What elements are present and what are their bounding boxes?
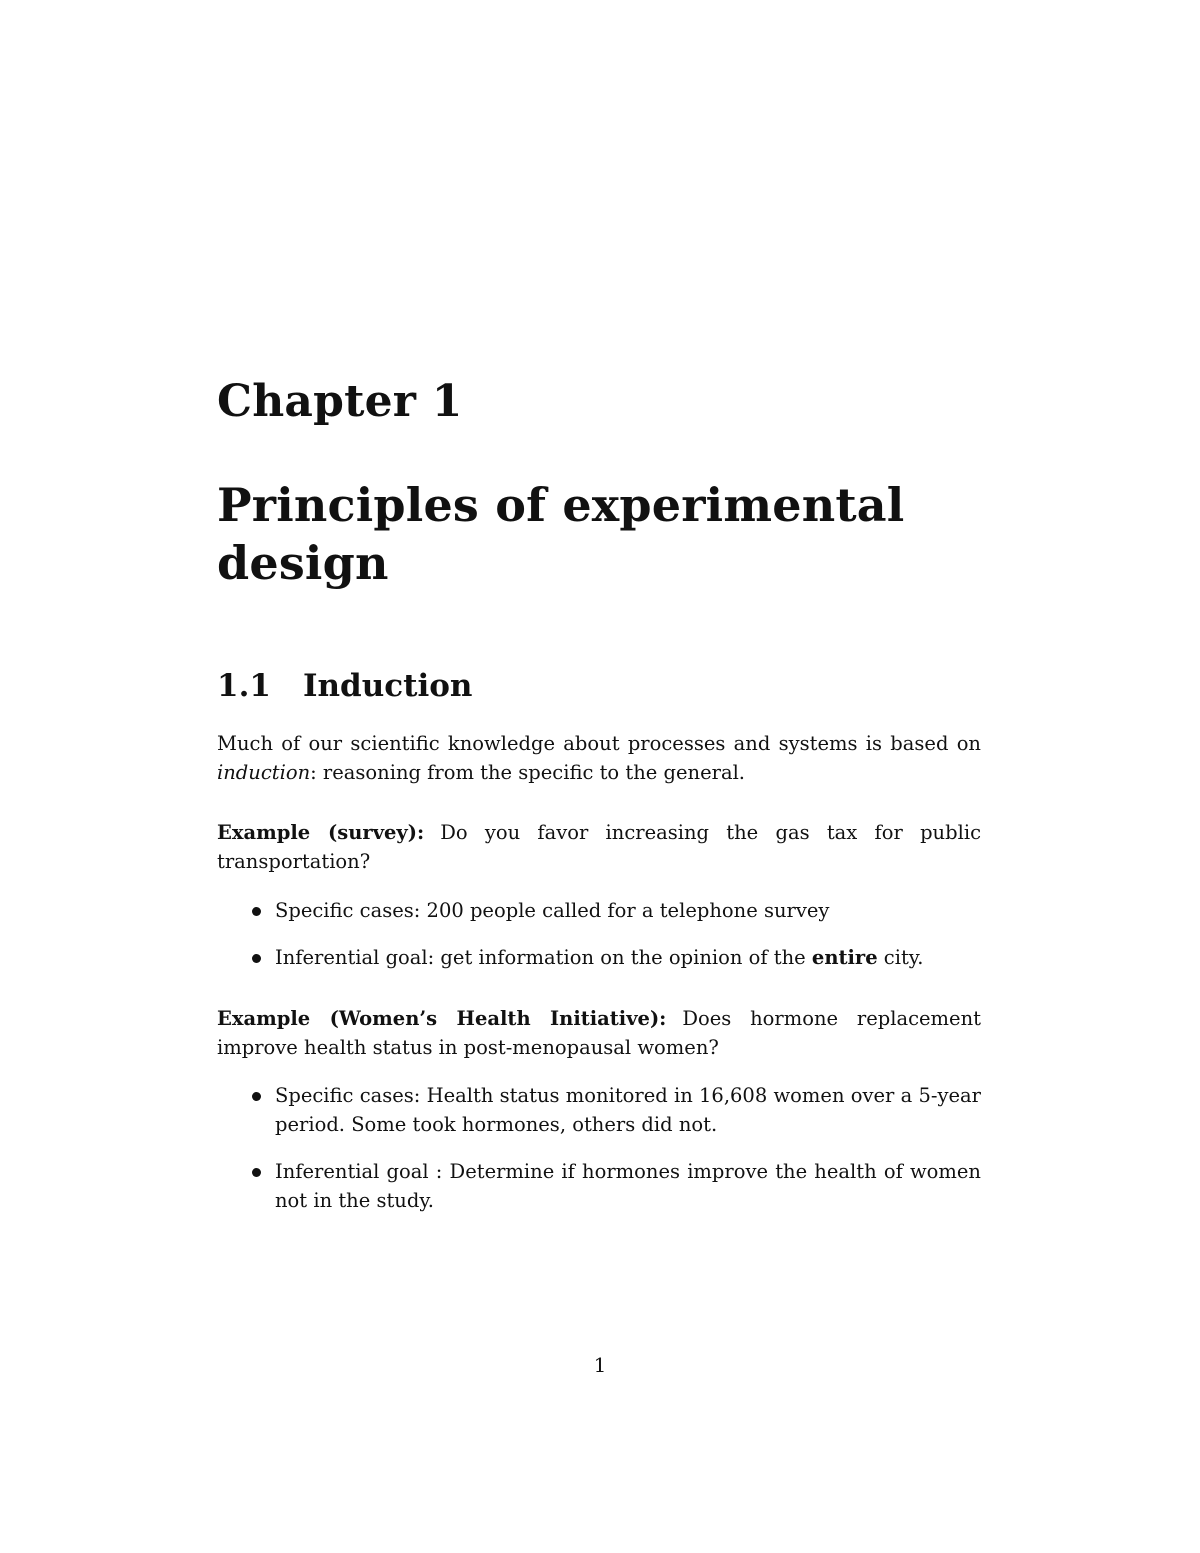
example-survey-label: Example (survey):	[217, 821, 425, 844]
bullet-icon	[252, 1092, 261, 1101]
example-survey-question: Do you favor increasing the gas tax for public transportation?	[217, 821, 981, 873]
bullet-strong: entire	[811, 946, 878, 969]
section-heading	[217, 668, 472, 705]
chapter-title-line-2: design	[217, 536, 389, 590]
bullet-text-after: city.	[877, 946, 924, 969]
example-survey-paragraph	[217, 818, 981, 876]
list-item	[250, 896, 981, 925]
intro-paragraph	[217, 729, 981, 787]
list-item	[250, 1157, 981, 1215]
example-whi-label: Example (Women’s Health Initiative):	[217, 1007, 667, 1030]
list-item	[250, 943, 981, 972]
example-whi-paragraph	[217, 1004, 981, 1062]
example-survey-bullet-list	[250, 896, 981, 972]
bullet-text: Specific cases: Health status monitored in 16,608 women over a 5-year period. Some took hormones, others did not.	[275, 1084, 981, 1136]
example-whi-bullet-list	[250, 1081, 981, 1215]
section-number: 1.1	[217, 668, 271, 704]
list-item	[250, 1081, 981, 1139]
chapter-title	[217, 476, 917, 592]
bullet-text-before: Inferential goal: get information on the opinion of the	[275, 946, 812, 969]
chapter-label: Chapter 1	[217, 376, 463, 427]
chapter-title-line-1: Principles of experimental	[217, 478, 905, 532]
bullet-icon	[252, 1168, 261, 1177]
bullet-icon	[252, 907, 261, 916]
bullet-text: Inferential goal : Determine if hormones improve the health of women not in the study.	[275, 1160, 981, 1212]
page-number: 1	[593, 1353, 607, 1377]
example-whi-question: Does hormone replacement improve health status in post-menopausal women?	[217, 1007, 981, 1059]
intro-text-before: Much of our scientific knowledge about processes and systems is based on	[217, 732, 981, 755]
intro-text-after: : reasoning from the specific to the general.	[310, 761, 746, 784]
bullet-icon	[252, 954, 261, 963]
bullet-text: Specific cases: 200 people called for a telephone survey	[275, 899, 830, 922]
section-title: Induction	[303, 668, 473, 704]
intro-emphasis: induction	[217, 761, 311, 784]
